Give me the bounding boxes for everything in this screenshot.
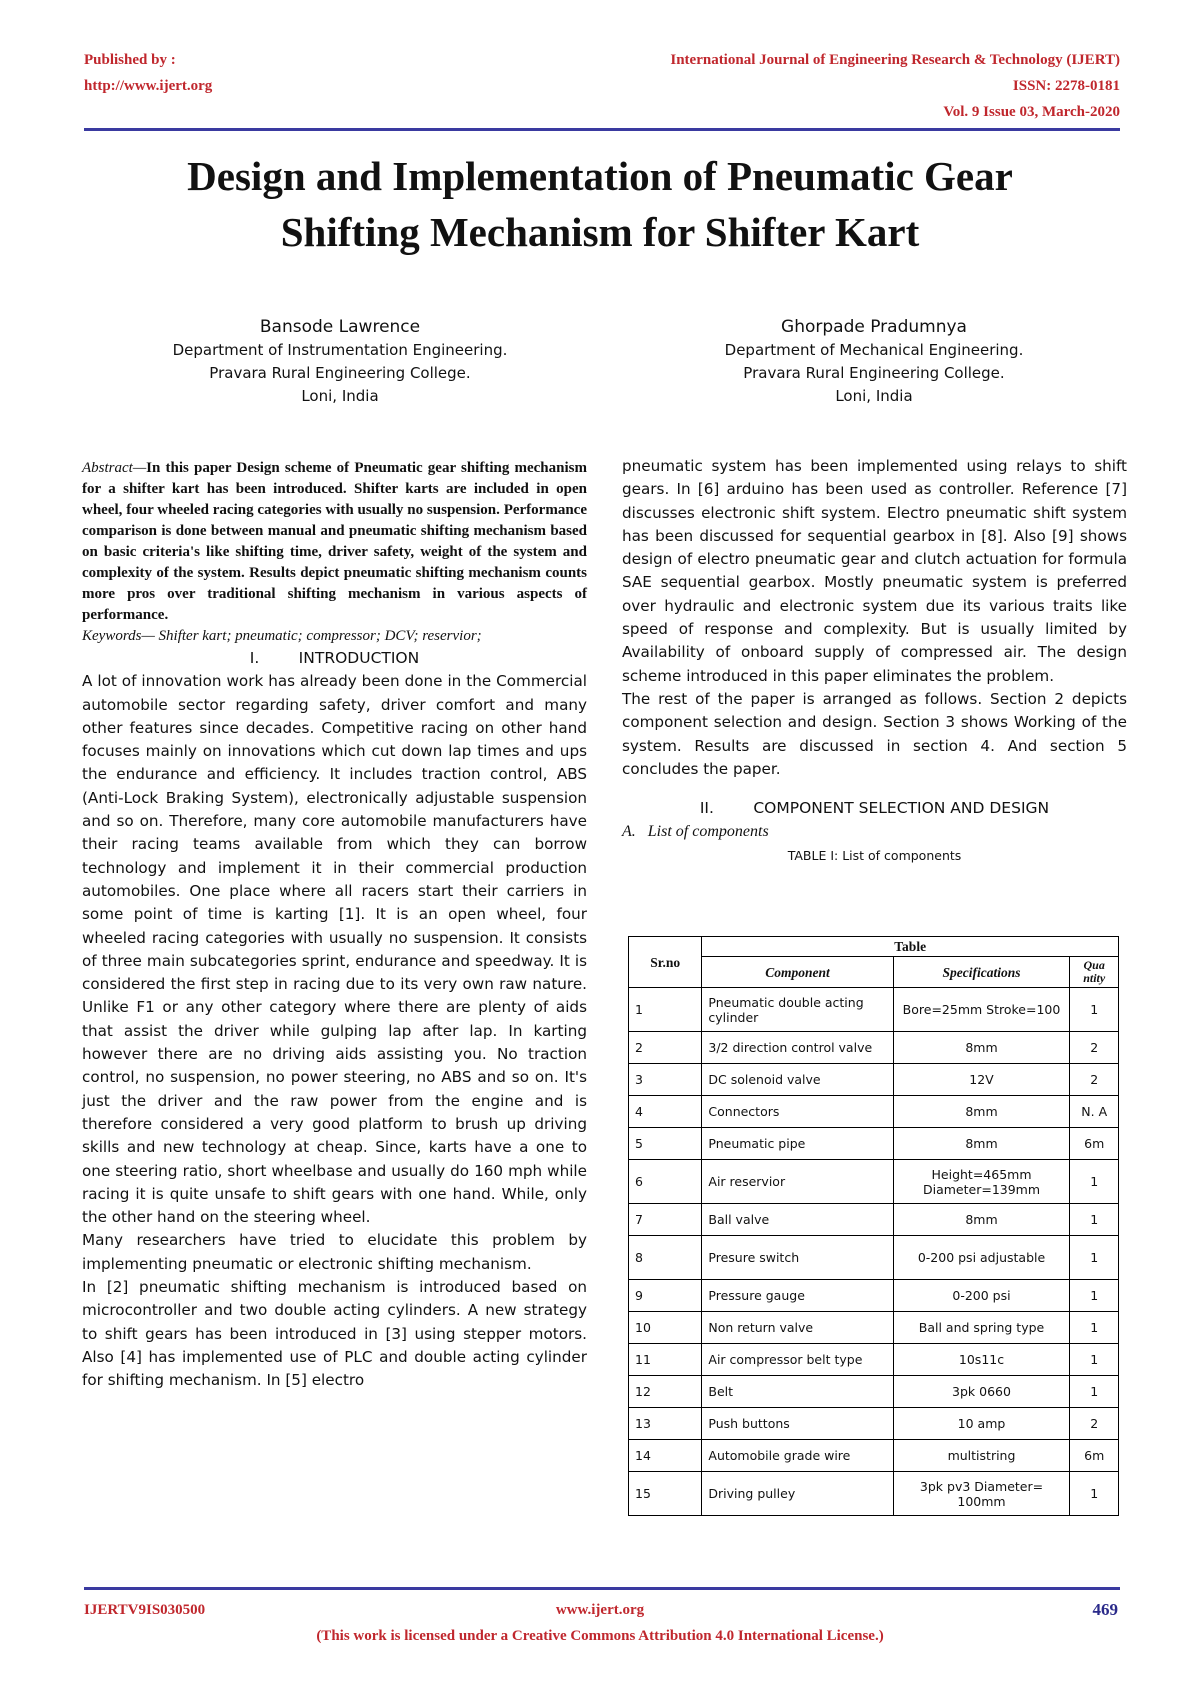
license-notice: (This work is licensed under a Creative Commons Attribution 4.0 International License.) xyxy=(316,1628,884,1644)
header-component: Component xyxy=(702,957,893,988)
cell-quantity: 2 xyxy=(1070,1032,1119,1064)
table-row xyxy=(629,1160,1119,1204)
table-row xyxy=(629,1344,1119,1376)
cell-quantity: 1 xyxy=(1070,1236,1119,1280)
footer-site-link[interactable]: www.ijert.org xyxy=(555,1602,645,1618)
cell-quantity: 1 xyxy=(1070,1160,1119,1204)
cell-srno: 12 xyxy=(629,1376,702,1408)
cell-component: Ball valve xyxy=(702,1204,893,1236)
author-college: Pravara Rural Engineering College. xyxy=(209,364,471,382)
abstract-text: In this paper Design scheme of Pneumatic gear shifting mechanism for a shifter kart has been introduced. Shifter karts are included in open wheel, four wheeled racing categories with usually no suspension. Performance comparison is done between manual and pneumatic shifting mechanism based on basic criteria's like shifting time, driver safety, weight of the system and complexity of the system. Results depict pneumatic shifting mechanism counts more pros over traditional shifting mechanism in various aspects of performance. xyxy=(82,460,587,623)
cell-specification: 12V xyxy=(893,1064,1070,1096)
section-heading-components: II. COMPONENT SELECTION AND DESIGN xyxy=(699,799,1050,818)
cell-quantity: 1 xyxy=(1070,1472,1119,1516)
author-location: Loni, India xyxy=(301,387,379,405)
table-row xyxy=(629,1440,1119,1472)
keywords-text: Shifter kart; pneumatic; compressor; DCV; reservior; xyxy=(158,628,482,644)
published-by-label: Published by : xyxy=(84,52,176,68)
cell-specification: 3pk pv3 Diameter= 100mm xyxy=(893,1472,1070,1516)
table-header-row xyxy=(629,937,1119,957)
volume-issue: Vol. 9 Issue 03, March-2020 xyxy=(943,104,1120,120)
cell-srno: 10 xyxy=(629,1312,702,1344)
cell-component: Push buttons xyxy=(702,1408,893,1440)
cell-srno: 13 xyxy=(629,1408,702,1440)
journal-name: International Journal of Engineering Research & Technology (IJERT) xyxy=(670,52,1120,68)
section-heading-introduction: I. INTRODUCTION xyxy=(249,649,420,667)
footer-rule xyxy=(84,1587,1120,1590)
cell-quantity: 1 xyxy=(1070,1204,1119,1236)
cell-component: Air compressor belt type xyxy=(702,1344,893,1376)
author-department: Department of Mechanical Engineering. xyxy=(724,341,1024,359)
table-row xyxy=(629,1204,1119,1236)
issn: ISSN: 2278-0181 xyxy=(1012,78,1120,94)
cell-quantity: 1 xyxy=(1070,1312,1119,1344)
keywords-label: Keywords— xyxy=(82,628,155,644)
cell-quantity: 1 xyxy=(1070,1280,1119,1312)
components-table xyxy=(628,936,1119,1516)
author-name: Ghorpade Pradumnya xyxy=(781,317,967,337)
title-line-1: Design and Implementation of Pneumatic Gear xyxy=(187,153,1013,199)
table-body xyxy=(629,988,1119,1516)
cell-specification: 10s11c xyxy=(893,1344,1070,1376)
cell-component: Presure switch xyxy=(702,1236,893,1280)
keywords xyxy=(82,626,587,647)
author-block-1 xyxy=(130,316,550,408)
cell-quantity: 6m xyxy=(1070,1440,1119,1472)
table-header-row xyxy=(629,957,1119,988)
cell-specification: 8mm xyxy=(893,1204,1070,1236)
cell-srno: 6 xyxy=(629,1160,702,1204)
cell-srno: 5 xyxy=(629,1128,702,1160)
author-department: Department of Instrumentation Engineering. xyxy=(172,341,508,359)
table-row xyxy=(629,1376,1119,1408)
table-row xyxy=(629,1280,1119,1312)
cell-specification: Bore=25mm Stroke=100 xyxy=(893,988,1070,1032)
cell-srno: 3 xyxy=(629,1064,702,1096)
table-row xyxy=(629,1032,1119,1064)
subsection-heading: A. List of components xyxy=(622,823,769,841)
cell-srno: 8 xyxy=(629,1236,702,1280)
header-specifications: Specifications xyxy=(893,957,1070,988)
cell-quantity: 1 xyxy=(1070,1376,1119,1408)
cell-component: DC solenoid valve xyxy=(702,1064,893,1096)
paper-id: IJERTV9IS030500 xyxy=(84,1602,206,1618)
cell-specification: 8mm xyxy=(893,1128,1070,1160)
header-rule xyxy=(84,128,1120,131)
right-paragraph-1: pneumatic system has been implemented using relays to shift gears. In [6] arduino has been used as controller. Reference [7] discusses electronic shift system. Electro pneumatic shift system has been discussed for sequential gearbox in [8]. Also [9] shows design of electro pneumatic gear and clutch actuation for formula SAE sequential gearbox. Mostly pneumatic system is preferred over hydraulic and electronic system due its various traits like speed of response and complexity. But is usually limited by Availability of onboard supply of compressed air. The design scheme introduced in this paper eliminates the problem. xyxy=(622,457,1127,685)
abstract-label: Abstract— xyxy=(82,460,147,476)
cell-specification: Ball and spring type xyxy=(893,1312,1070,1344)
cell-component: Pneumatic pipe xyxy=(702,1128,893,1160)
cell-specification: 8mm xyxy=(893,1032,1070,1064)
journal-url-link[interactable]: http://www.ijert.org xyxy=(84,78,213,94)
page-number: 469 xyxy=(1092,1600,1118,1619)
table-row xyxy=(629,1312,1119,1344)
abstract xyxy=(82,458,587,626)
author-block-2 xyxy=(664,316,1084,408)
intro-paragraph-2: Many researchers have tried to elucidate this problem by implementing pneumatic or electronic shifting mechanism. xyxy=(82,1231,587,1273)
cell-quantity: 2 xyxy=(1070,1408,1119,1440)
table-caption: TABLE I: List of components xyxy=(787,847,962,863)
table-row xyxy=(629,1064,1119,1096)
cell-specification: 8mm xyxy=(893,1096,1070,1128)
cell-quantity: 6m xyxy=(1070,1128,1119,1160)
right-column xyxy=(622,455,1127,867)
cell-quantity: 2 xyxy=(1070,1064,1119,1096)
paper-title xyxy=(60,148,1140,260)
cell-srno: 14 xyxy=(629,1440,702,1472)
cell-srno: 2 xyxy=(629,1032,702,1064)
intro-paragraph-1: A lot of innovation work has already been done in the Commercial automobile sector regarding safety, driver comfort and many other features since decades. Competitive racing on other hand focuses mainly on innovations which cut down lap times and ups the endurance and efficiency. It includes traction control, ABS (Anti-Lock Braking System), electronically adjustable suspension and so on. Therefore, many core automobile manufacturers have their racing teams available from which they can borrow technology and implement it in their commercial production automobiles. One place where all racers start their carriers in some point of time is karting [1]. It is an open wheel, four wheeled racing categories with usually no suspension. It consists of three main subcategories sprint, endurance and speedway. It is considered the first step in racing due to its very own raw nature. Unlike F1 or any other category where there are plenty of aids that assist the driver while gulping lap after lap. In karting however there are no driving aids assisting you. No traction control, no suspension, no power steering, no ABS and so on. It's just the driver and the raw power from the engine and is therefore considered a very good platform to brush up driving skills and new technology at cheap. Since, karts have a one to one steering ratio, short wheelbase and usually do 160 mph while racing it is quite unsafe to shift gears with one hand. While, only the other hand on the steering wheel. xyxy=(82,672,587,1227)
header-srno: Sr.no xyxy=(629,937,702,988)
cell-component: Air reservior xyxy=(702,1160,893,1204)
cell-component: Automobile grade wire xyxy=(702,1440,893,1472)
header-quantity: Qua ntity xyxy=(1070,957,1119,988)
cell-specification: Height=465mm Diameter=139mm xyxy=(893,1160,1070,1204)
cell-specification: 3pk 0660 xyxy=(893,1376,1070,1408)
cell-srno: 9 xyxy=(629,1280,702,1312)
right-paragraph-2: The rest of the paper is arranged as follows. Section 2 depicts component selection and design. Section 3 shows Working of the system. Results are discussed in section 4. And section 5 concludes the paper. xyxy=(622,689,1127,778)
header-table: Table xyxy=(702,937,1119,957)
cell-srno: 15 xyxy=(629,1472,702,1516)
cell-srno: 1 xyxy=(629,988,702,1032)
cell-component: Pneumatic double acting cylinder xyxy=(702,988,893,1032)
cell-component: Connectors xyxy=(702,1096,893,1128)
cell-specification: 10 amp xyxy=(893,1408,1070,1440)
cell-component: Non return valve xyxy=(702,1312,893,1344)
table-row xyxy=(629,1236,1119,1280)
cell-specification: multistring xyxy=(893,1440,1070,1472)
cell-srno: 11 xyxy=(629,1344,702,1376)
table-row xyxy=(629,988,1119,1032)
left-column xyxy=(82,458,587,1393)
cell-quantity: 1 xyxy=(1070,1344,1119,1376)
cell-component: Pressure gauge xyxy=(702,1280,893,1312)
cell-specification: 0-200 psi adjustable xyxy=(893,1236,1070,1280)
intro-paragraph-3: In [2] pneumatic shifting mechanism is introduced based on microcontroller and two double acting cylinders. A new strategy to shift gears has been introduced in [3] using stepper motors. Also [4] has implemented use of PLC and double acting cylinder for shifting mechanism. In [5] electro xyxy=(82,1278,587,1390)
author-college: Pravara Rural Engineering College. xyxy=(743,364,1005,382)
table-row xyxy=(629,1096,1119,1128)
author-name: Bansode Lawrence xyxy=(259,317,421,337)
table-row xyxy=(629,1472,1119,1516)
table-row xyxy=(629,1408,1119,1440)
table-row xyxy=(629,1128,1119,1160)
author-location: Loni, India xyxy=(835,387,913,405)
cell-component: Driving pulley xyxy=(702,1472,893,1516)
cell-component: 3/2 direction control valve xyxy=(702,1032,893,1064)
title-line-2: Shifting Mechanism for Shifter Kart xyxy=(280,209,920,255)
cell-component: Belt xyxy=(702,1376,893,1408)
cell-quantity: 1 xyxy=(1070,988,1119,1032)
cell-srno: 7 xyxy=(629,1204,702,1236)
cell-specification: 0-200 psi xyxy=(893,1280,1070,1312)
cell-srno: 4 xyxy=(629,1096,702,1128)
cell-quantity: N. A xyxy=(1070,1096,1119,1128)
